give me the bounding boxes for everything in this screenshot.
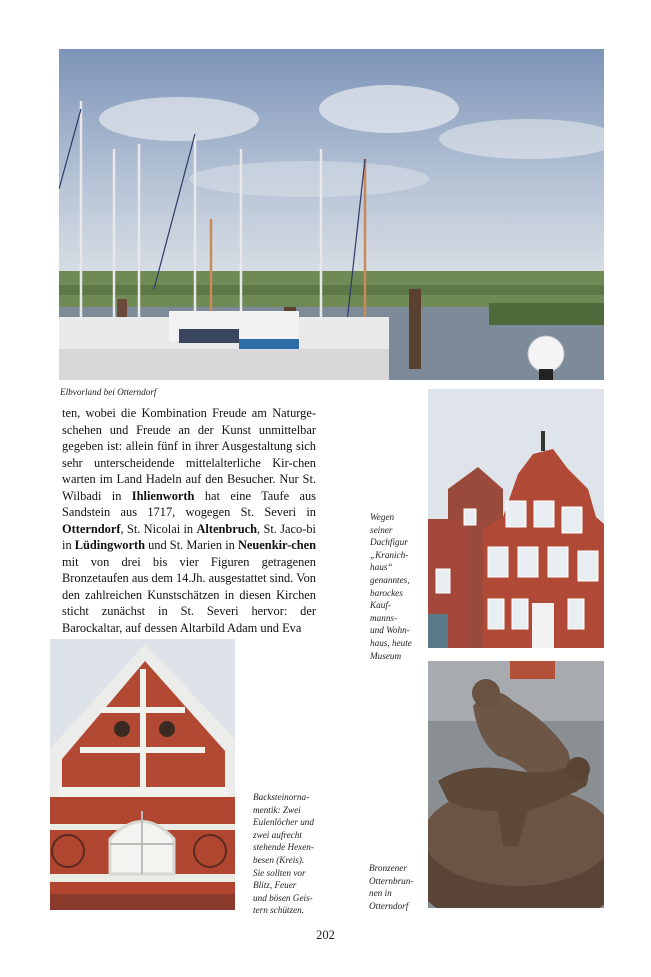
kranichhaus-caption: Wegen seiner Dachfigur „Kranich- haus“ genanntes, barockes Kauf- manns- und Wohn- haus, heute Museum <box>370 512 412 661</box>
harbor-caption: Elbvorland bei Otterndorf <box>60 387 157 397</box>
kranichhaus-photo <box>428 389 604 648</box>
body-paragraph: ten, wobei die Kombination Freude am Naturge-schehen und Freude an der Kunst unmittelbar gegeben ist: allein fünf in ihrer Ausgestaltung sich sehr unterscheidende mittelalterliche Kir-chen warten im Land Hadeln auf den Besucher. Nur St. Wilbadi in Ihlienworth hat eine Taufe aus Sandstein aus 1717, wogegen St. Severi in Otterndorf, St. Nicolai in Altenbruch, St. Jaco-bi in Lüdingworth und St. Marien in Neuenkir-chen mit von drei bis vier Figuren getragenen Bronzetaufen aus dem 14.Jh. ausgestattet sind. Von den zahlreichen Kunstschätzen in diesen Kirchen sticht zunächst in St. Severi hervor: der Barockaltar, auf dessen Altarbild Adam und Eva <box>62 406 317 635</box>
harbor-photo <box>59 49 604 380</box>
page-number: 202 <box>316 928 335 942</box>
otters-caption: Bronzener Otternbrun- nen in Otterndorf <box>369 863 414 911</box>
gable-caption: Backsteinorna- mentik: Zwei Eulenlöcher und zwei aufrecht stehende Hexen- besen (Kreis). Sie sollten vor Blitz, Feuer und bösen Geis- tern schützen. <box>253 792 314 916</box>
otter-fountain-photo <box>428 661 604 908</box>
brick-gable-photo <box>50 639 235 910</box>
